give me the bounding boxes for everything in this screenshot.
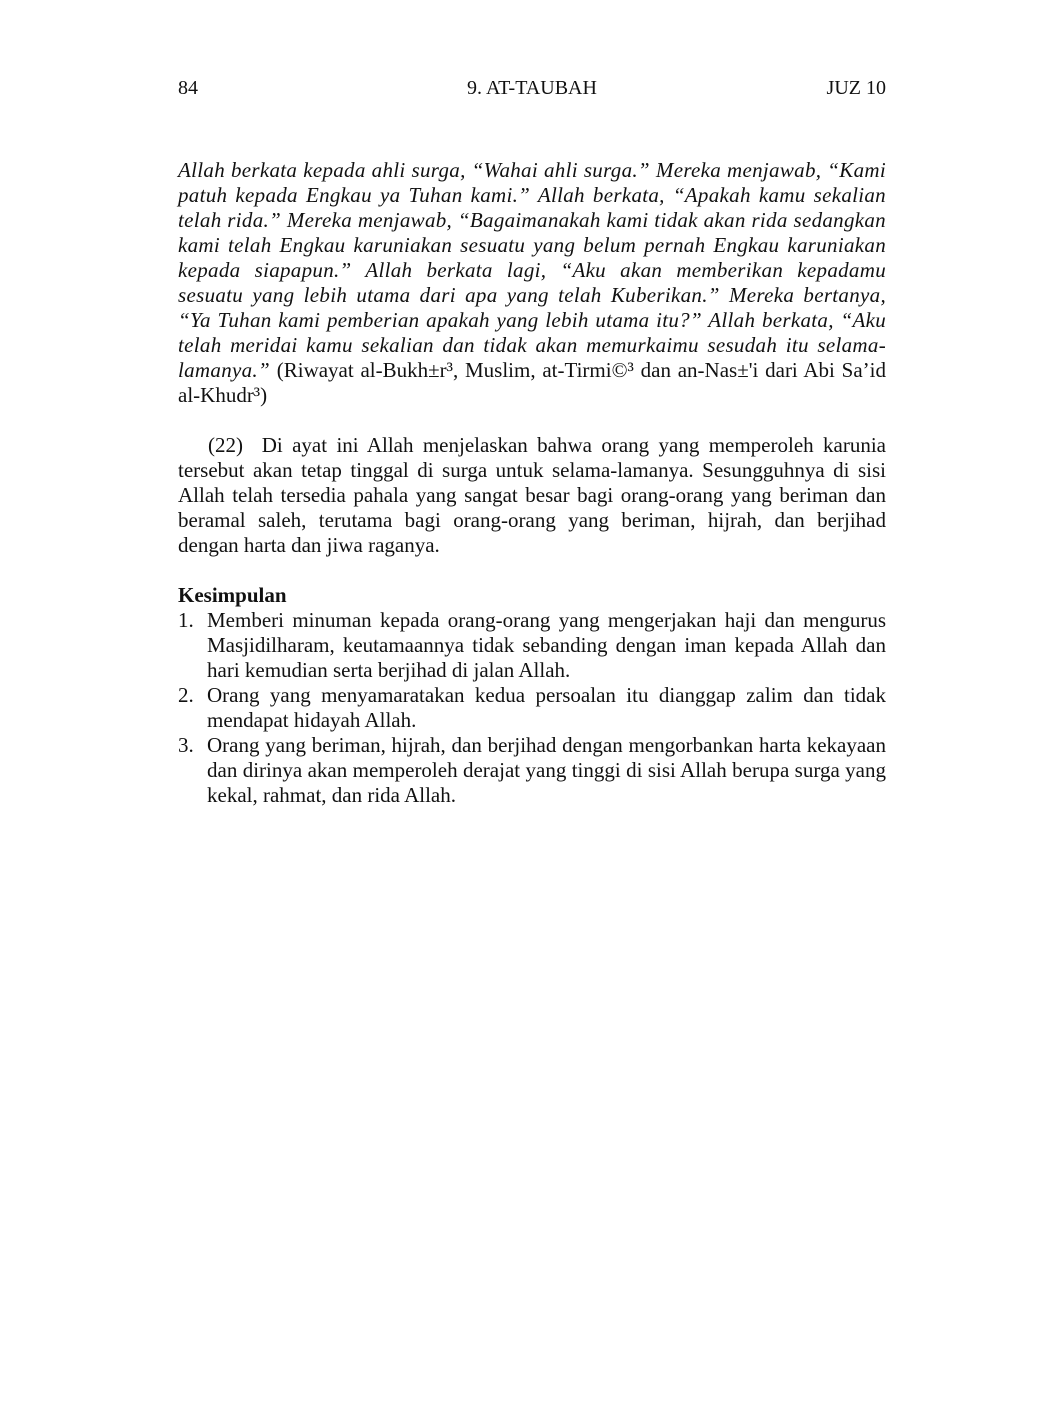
chapter-title: 9. AT-TAUBAH	[467, 77, 597, 99]
page-header	[178, 74, 886, 102]
list-item	[178, 608, 886, 683]
verse-label: (22)	[208, 433, 243, 457]
hadith-quote: Allah berkata kepada ahli surga, “Wahai ahli surga.” Mereka menjawab, “Kami patuh kepada Engkau ya Tuhan kami.” Allah berkata, “Apakah kamu sekalian telah rida.” Mereka menjawab, “Bagaimanakah kami tidak akan rida sedangkan kami telah Engkau karuniakan sesuatu yang belum pernah Engkau karuniakan kepada siapapun.” Allah berkata lagi, “Aku akan memberikan kepadamu sesuatu yang lebih utama dari apa yang telah Kuberikan.” Mereka bertanya, “Ya Tuhan kami pemberian apakah yang lebih utama itu?” Allah berkata, “Aku telah meridai kamu sekalian dan tidak akan memurkaimu sesudah itu selama-lamanya.”	[178, 158, 886, 382]
commentary-paragraph	[178, 433, 886, 558]
list-item-text: Memberi minuman kepada orang-orang yang mengerjakan haji dan mengurus Masjidilharam, keutamaannya tidak sebanding dengan iman kepada Allah dan hari kemudian serta berjihad di jalan Allah.	[207, 608, 886, 682]
page-body	[178, 158, 886, 808]
page-number: 84	[178, 77, 198, 99]
conclusion-list	[178, 608, 886, 808]
hadith-paragraph	[178, 158, 886, 408]
list-item-text: Orang yang beriman, hijrah, dan berjihad dengan mengorbankan harta kekayaan dan dirinya akan memperoleh derajat yang tinggi di sisi Allah berupa surga yang kekal, rahmat, dan rida Allah.	[207, 733, 886, 807]
commentary-text: Di ayat ini Allah menjelaskan bahwa orang yang memperoleh karunia tersebut akan tetap tinggal di surga untuk selama-lamanya. Sesungguhnya di sisi Allah telah tersedia pahala yang sangat besar bagi orang-orang yang beriman dan beramal saleh, terutama bagi orang-orang yang beriman, hijrah, dan berjihad dengan harta dan jiwa raganya.	[178, 433, 886, 557]
list-item-text: Orang yang menyamaratakan kedua persoalan itu dianggap zalim dan tidak mendapat hidayah Allah.	[207, 683, 886, 732]
list-item-number: 2.	[178, 683, 194, 707]
hadith-source: (Riwayat al-Bukh±r³, Muslim, at-Tirmi©³ dan an-Nas±'i dari Abi Sa’id al-Khudr³)	[178, 358, 886, 407]
conclusion-heading: Kesimpulan	[178, 583, 287, 607]
list-item	[178, 683, 886, 733]
list-item	[178, 733, 886, 808]
list-item-number: 3.	[178, 733, 194, 757]
juz-label: JUZ 10	[826, 77, 886, 99]
list-item-number: 1.	[178, 608, 194, 632]
